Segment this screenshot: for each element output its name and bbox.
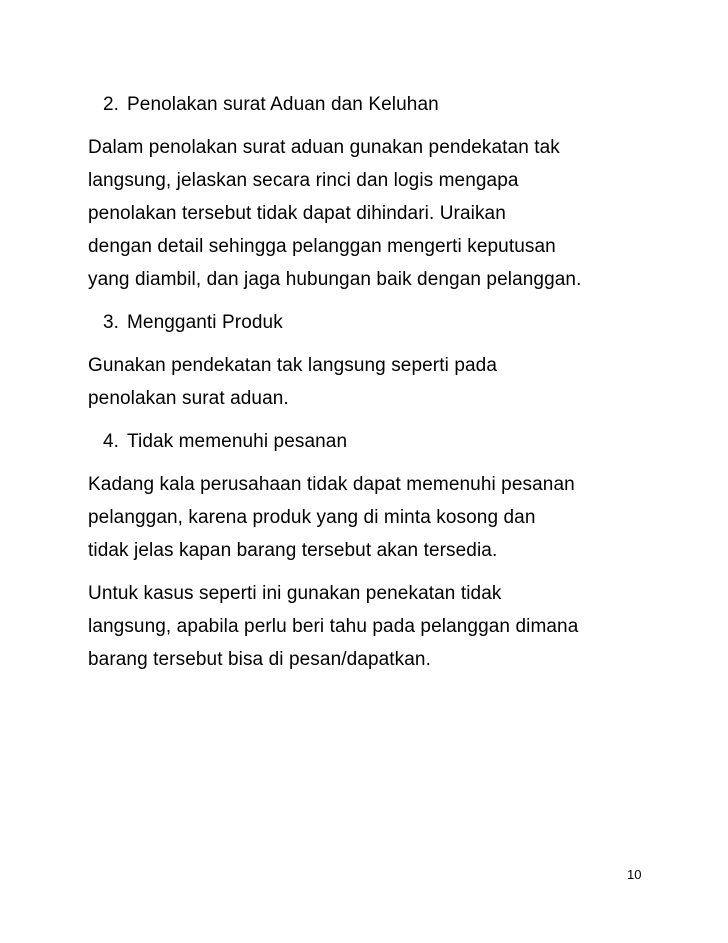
text-line: tidak jelas kapan barang tersebut akan tersedia. — [88, 540, 498, 561]
text-line: langsung, apabila perlu beri tahu pada pelanggan dimana — [88, 616, 579, 637]
section-title: Mengganti Produk — [127, 312, 283, 333]
paragraph — [88, 131, 648, 296]
text-line: penolakan surat aduan. — [88, 388, 289, 409]
text-line: Dalam penolakan surat aduan gunakan pendekatan tak — [88, 137, 560, 158]
text-line: barang tersebut bisa di pesan/dapatkan. — [88, 649, 431, 670]
text-line: pelanggan, karena produk yang di minta kosong dan — [88, 507, 536, 528]
text-line: Untuk kasus seperti ini gunakan penekatan tidak — [88, 583, 502, 604]
section-title: Tidak memenuhi pesanan — [127, 431, 348, 452]
text-line: dengan detail sehingga pelanggan mengerti keputusan — [88, 236, 556, 257]
page-number: 10 — [627, 867, 642, 882]
section-title: Penolakan surat Aduan dan Keluhan — [127, 94, 439, 115]
section-number: 3. — [103, 312, 120, 333]
paragraph — [88, 349, 648, 415]
section-number: 2. — [103, 94, 120, 115]
text-line: Kadang kala perusahaan tidak dapat memenuhi pesanan — [88, 474, 575, 495]
paragraph — [88, 577, 648, 676]
text-line: penolakan tersebut tidak dapat dihindari. Uraikan — [88, 203, 506, 224]
text-line: langsung, jelaskan secara rinci dan logis mengapa — [88, 170, 519, 191]
section-number: 4. — [103, 431, 120, 452]
section-heading-4 — [88, 425, 648, 458]
section-heading-2 — [88, 88, 648, 121]
page-content — [88, 88, 648, 686]
text-line: Gunakan pendekatan tak langsung seperti pada — [88, 355, 497, 376]
section-heading-3 — [88, 306, 648, 339]
paragraph — [88, 468, 648, 567]
text-line: yang diambil, dan jaga hubungan baik dengan pelanggan. — [88, 269, 582, 290]
